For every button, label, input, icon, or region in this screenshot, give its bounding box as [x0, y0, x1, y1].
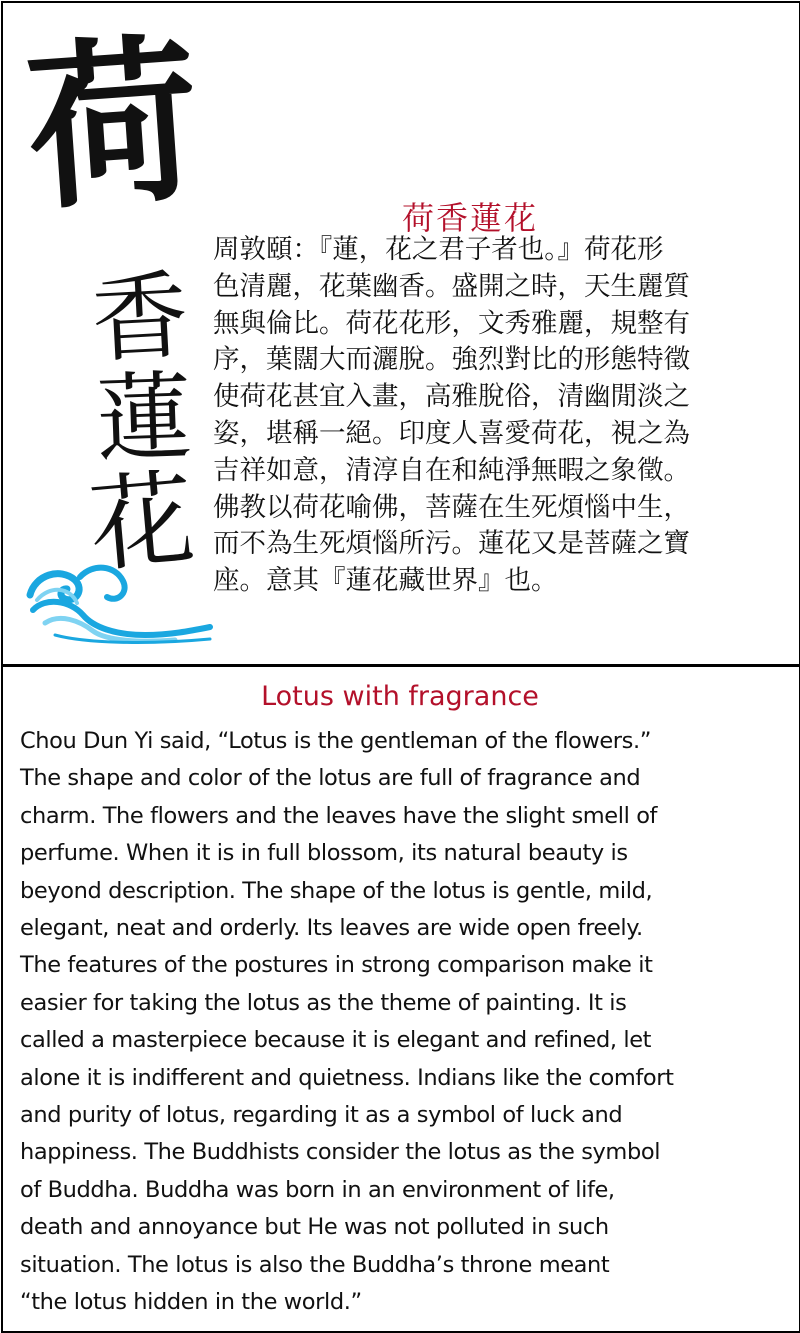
english-line: of Buddha. Buddha was born in an environment of life, — [20, 1176, 615, 1203]
chinese-line: 序，葉闊大而灑脫。強烈對比的形態特徵 — [213, 344, 690, 376]
calligraphy-char-he: 荷 — [20, 14, 206, 236]
english-line: Chou Dun Yi said, “Lotus is the gentleman of the flowers.” — [20, 728, 651, 754]
chinese-line: 色清麗，花葉幽香。盛開之時，天生麗質 — [213, 270, 690, 302]
chinese-line: 吉祥如意，清淳自在和純淨無暇之象徵。 — [213, 454, 690, 486]
english-line: The shape and color of the lotus are full of fragrance and — [20, 765, 641, 792]
english-line: “the lotus hidden in the world.” — [20, 1289, 362, 1316]
chinese-line: 佛教以荷花喻佛，菩薩在生死煩惱中生， — [213, 491, 690, 523]
calligraphy-char-hua: 花 — [84, 456, 200, 588]
chinese-line: 而不為生死煩惱所污。蓮花又是菩薩之寶 — [213, 528, 690, 560]
english-line: The features of the postures in strong comparison make it — [20, 952, 653, 979]
section-divider — [3, 664, 799, 667]
chinese-line: 使荷花甚宜入畫，高雅脫俗，清幽閒淡之 — [213, 381, 690, 413]
calligraphy-char-lian: 蓮 — [94, 360, 194, 476]
english-line: death and annoyance but He was not polluted in such — [20, 1214, 609, 1241]
english-line: alone it is indifferent and quietness. Indians like the comfort — [20, 1064, 674, 1091]
english-line: elegant, neat and orderly. Its leaves are wide open freely. — [20, 915, 643, 942]
english-title: Lotus with fragrance — [261, 681, 539, 712]
english-line: charm. The flowers and the leaves have the slight smell of — [20, 802, 658, 829]
chinese-paragraph — [213, 232, 793, 600]
english-paragraph — [20, 723, 795, 1322]
chinese-title: 荷香蓮花 — [402, 199, 539, 237]
calligraphy-title — [20, 14, 206, 588]
english-line: perfume. When it is in full blossom, its natural beauty is — [20, 840, 628, 867]
english-line: easier for taking the lotus as the theme of painting. It is — [20, 989, 627, 1016]
english-line: situation. The lotus is also the Buddha’s throne meant — [20, 1251, 610, 1278]
calligraphy-char-xiang: 香 — [89, 259, 191, 377]
english-line: beyond description. The shape of the lotus is gentle, mild, — [20, 877, 653, 904]
chinese-line: 周敦頤：『蓮，花之君子者也。』荷花形 — [213, 234, 664, 265]
wave-ornament-icon — [25, 555, 215, 645]
english-line: happiness. The Buddhists consider the lotus as the symbol — [20, 1139, 661, 1166]
chinese-line: 無與倫比。荷花花形，文秀雅麗，規整有 — [213, 307, 690, 339]
chinese-line: 姿，堪稱一絕。印度人喜愛荷花，視之為 — [213, 417, 690, 449]
english-line: and purity of lotus, regarding it as a symbol of luck and — [20, 1102, 623, 1129]
chinese-line: 座。意其『蓮花藏世界』也。 — [213, 565, 558, 597]
english-line: called a masterpiece because it is elegant and refined, let — [20, 1027, 652, 1054]
